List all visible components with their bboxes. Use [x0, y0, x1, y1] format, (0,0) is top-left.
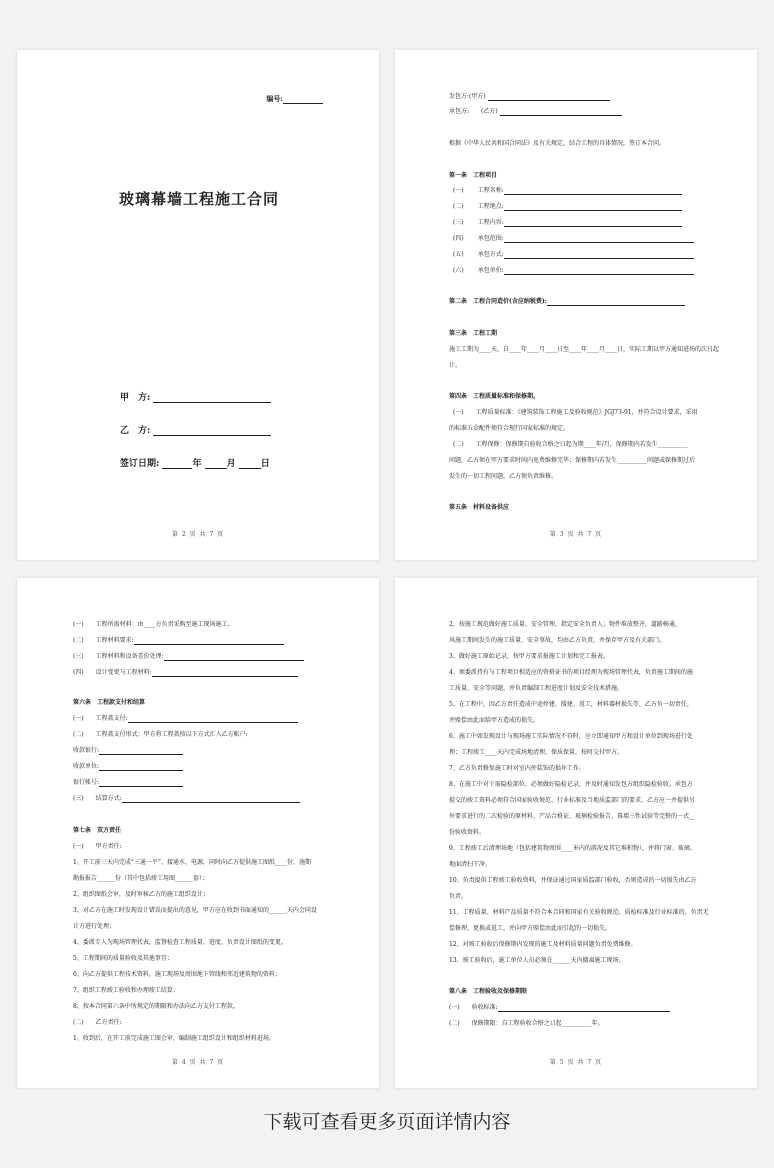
party-a-line — [153, 393, 271, 403]
article-2-label: 第二条 工程合同造价(含应纳税费): — [449, 298, 547, 305]
duty-line: 并赔偿由此而给甲方造成的损失。 — [449, 717, 540, 724]
item-line — [504, 203, 682, 211]
art8-text — [449, 1004, 670, 1012]
party-b-label: 乙 方: — [120, 426, 151, 436]
contract-page-5 — [395, 578, 757, 1088]
material-item-line — [152, 669, 298, 677]
duty-line: 2、按施工规范做好施工质量、安全管理，指定安全负责人；物件堆放整齐，道路畅通， — [449, 621, 681, 628]
duty-line: 4、委派专人为现场管理代表，监督检查工程质量、进度、负责设计图纸的变更。 — [73, 939, 287, 946]
article-6-heading: 第六条 工程款支付和结算 — [73, 699, 146, 706]
employer-line — [488, 93, 610, 101]
art6-line — [122, 795, 300, 803]
item-label: 承包方式: — [477, 251, 504, 258]
month-label: 月 — [226, 459, 236, 469]
duty-line: 提交的竣工资料必须符合国家验收规范、行业标准及当地质监部门的要求，乙方应一并提供另 — [449, 797, 696, 804]
duty-line: 5、在工程中，因乙方责任造成中途停建、缓建、返工，材料器材损失等，乙方负一切责任， — [449, 701, 693, 708]
duty-line: 地面清扫干净。 — [449, 861, 492, 868]
article-8-heading: 第八条 工程验收及保修期限 — [449, 988, 528, 995]
material-item: (一) 工程所需材料：由____方负责采购至施工现场施工。 — [73, 621, 234, 628]
art4-text: 的标准五金配件须符合现行国家标准的规定。 — [449, 425, 570, 432]
duty-line: 12、对竣工验收后保修期内发现的施工及材料质量问题负责免费维修。 — [449, 941, 637, 948]
contract-title: 玻璃幕墙工程施工合同 — [119, 190, 280, 208]
art8-label: (一) 验收标准: — [449, 1004, 498, 1011]
year-line — [162, 459, 192, 469]
item-line — [504, 235, 694, 243]
item-label: 工程内容: — [477, 219, 504, 226]
contract-number-line — [283, 96, 323, 104]
duty-line: 8、按本合同第六条中所规定的期限和办法向乙方支付工程款。 — [73, 1003, 239, 1010]
item-number: (六) — [453, 267, 464, 274]
download-caption[interactable]: 下载可查看更多页面详情内容 — [263, 1111, 511, 1133]
day-label: 日 — [260, 459, 270, 469]
item-line — [504, 251, 694, 259]
contract-page-4 — [17, 578, 379, 1088]
day-line — [239, 459, 261, 469]
duty-line: 10、负责提供工程竣工验收资料，并保证通过国家质监部门验收，否则造成的一切损失由乙方 — [449, 877, 697, 884]
contract-page-3 — [395, 50, 757, 560]
bank-row — [73, 779, 183, 787]
article-7-heading: 第七条 双方责任 — [73, 827, 122, 834]
material-item — [73, 669, 298, 677]
article-1-heading: 第一条 工程项目 — [449, 172, 498, 179]
employer-label: 发包方:(甲方) — [449, 93, 486, 100]
item-label: 工程名称: — [477, 187, 504, 194]
party-a-label: 甲 方: — [120, 393, 151, 403]
contractor-row — [449, 108, 622, 116]
bank-row — [73, 763, 183, 771]
bank-line — [99, 747, 183, 755]
page-footer: 第 4 页 共 7 页 — [171, 1059, 225, 1066]
page-footer: 第 3 页 共 7 页 — [549, 531, 603, 538]
art4-text: (二) 工程保修：保修期自验收合格之日起为期____年/月，保修期内若发生__________ — [453, 441, 688, 448]
duty-line: 6、向乙方提供工程技术资料，施工现场及周围地下管线和邻近建筑物的资料； — [73, 971, 281, 978]
party-a-row — [120, 390, 271, 403]
duty-line: 负责。 — [449, 893, 468, 900]
contract-number-label: 编号: — [266, 94, 283, 103]
bank-line — [99, 763, 183, 771]
item-line — [504, 219, 682, 227]
art1-item — [453, 219, 682, 227]
item-line — [504, 267, 694, 275]
art1-item — [453, 203, 682, 211]
contract-number — [266, 94, 323, 104]
art6-text — [73, 715, 298, 723]
item-number: (五) — [453, 251, 464, 258]
art1-item — [453, 251, 694, 259]
bank-row — [73, 747, 183, 755]
duty-line: 8、在施工中对于需隐检部位，必须做好隐检记录，并及时通知发包方组织隐检验收。承包方 — [449, 781, 693, 788]
art7-text: (二) 乙方责任: — [73, 1019, 122, 1026]
material-item-label: (二) 工程材料要求: — [73, 637, 134, 644]
art6-label: (三) 结算方式: — [73, 795, 122, 802]
art4-text: 发生的一切工程问题，乙方须负责维修。 — [449, 473, 558, 480]
duty-line: 5、工程期间的质量验收及其他事宜； — [73, 955, 173, 962]
duty-line: 3、对乙方在施工时发现设计错误而提出的意见，甲方应在收到书面通知的______天内会同设 — [73, 907, 317, 914]
art1-item — [453, 235, 694, 243]
material-item-label: (四) 设计变更与工程材料: — [73, 669, 152, 676]
item-number: (一) — [453, 187, 464, 194]
duty-line: 13、竣工验收后，施工单位人员必须在______天内撤离施工现场。 — [449, 957, 625, 964]
duty-line: 计方进行处理； — [73, 923, 116, 930]
item-label: 承包单价: — [477, 267, 504, 274]
art8-text: (二) 保修期限：自工程验收合格之日起__________年。 — [449, 1020, 604, 1027]
bank-line — [99, 779, 183, 787]
contractor-line — [500, 108, 622, 116]
bank-label: 收款银行: — [73, 747, 100, 754]
art6-label: (一) 工程款支付: — [73, 715, 128, 722]
art7-text: (一) 甲方责任: — [73, 843, 122, 850]
material-item-label: (三) 工程材料和设备差价处理: — [73, 653, 164, 660]
article-2-heading — [449, 298, 685, 306]
art8-line — [498, 1004, 670, 1012]
contract-page-cover — [17, 50, 379, 560]
duty-line: 风施工期间发生的施工质量、安全事故，均由乙方负责，并保存甲方及有关部门。 — [449, 637, 666, 644]
duty-line: 理；工程竣工____天内完成场地清理，保质保量，按时交付甲方。 — [449, 749, 624, 756]
duty-line: 7、组织工程竣工验收和办理竣工结算； — [73, 987, 179, 994]
material-item-line — [134, 637, 284, 645]
page-footer: 第 2 页 共 7 页 — [171, 531, 225, 538]
duty-line: 2、组织图纸会审，及时审核乙方的施工组织设计； — [73, 891, 209, 898]
duty-line: 偿修理、更换或返工，并向甲方赔偿由此而引起的一切损失。 — [449, 925, 612, 932]
sign-date-label: 签订日期: — [120, 459, 160, 469]
art3-text: 施工工期为____天，自____年____月____日至____年____月____日，实际工期以甲方通知进场的次日起 — [449, 346, 720, 353]
duty-line: 7、乙方负责修复施工时对室内外装饰的损坏工作。 — [449, 765, 585, 772]
party-b-row — [120, 423, 271, 436]
art6-line — [128, 715, 298, 723]
article-3-heading: 第三条 工程工期 — [449, 330, 498, 337]
price-line — [547, 298, 685, 306]
art6-text: (二) 工程款支付形式：甲方将工程款按以下方式汇入乙方帐户: — [73, 731, 248, 738]
item-number: (二) — [453, 203, 464, 210]
duty-line: 1、收到后，在开工前完成施工图会审，编制施工组织设计和组织材料进场。 — [73, 1035, 275, 1042]
article-5-heading: 第五条 材料设备供应 — [449, 504, 510, 511]
art1-item — [453, 187, 682, 195]
material-item — [73, 637, 284, 645]
duty-line: 份验收资料。 — [449, 829, 486, 836]
duty-line: 11、工程质量、材料产品质量不符合本合同和国家有关验收规范、质检标准及行业标准的，负责无 — [449, 909, 709, 916]
duty-line: 9、工程竣工后清理场地（包括建筑物周围____米内的游泥及其它堆积物），并将门窗、玻璃、 — [449, 845, 696, 852]
article-4-heading: 第四条 工程质量标准和保修期。 — [449, 393, 540, 400]
duty-line: 4、须委派持有与工程项目相适应的资格证书的项目经理为现场管理代表，负责施工期间的施 — [449, 669, 693, 676]
item-number: (四) — [453, 235, 464, 242]
material-item-line — [164, 653, 304, 661]
duty-line: 勘报报告______份（其中包括竣工用图______套）； — [73, 875, 209, 882]
duty-line: 6、施工中如发现设计与现场施工实际情况不符时，应立即通知甲方和设计单位到现场进行处 — [449, 733, 693, 740]
art3-text: 计。 — [449, 362, 462, 369]
art1-item — [453, 267, 694, 275]
bank-label: 收款单位: — [73, 763, 100, 770]
bank-label: 银行帐号: — [73, 779, 100, 786]
item-label: 承包范围: — [477, 235, 504, 242]
employer-row — [449, 93, 610, 101]
duty-line: 1、开工前三天内完成“三通一平”，接通水、电源，同时向乙方提供施工图纸____份，施期 — [73, 859, 311, 866]
art4-text: 问题，乙方须在甲方要求时间内免费维修完毕；保修期内若发生__________问题或保修期过后 — [449, 457, 696, 464]
item-label: 工程地点: — [477, 203, 504, 210]
contractor-label: 承包方: (乙方) — [449, 108, 498, 115]
duty-line: 外要求进行的二次检验的原材料、产品合格证、玻璃检验报告、幕墙三性试验等完整的一式__ — [449, 813, 696, 820]
material-item — [73, 653, 304, 661]
preamble: 根据《中华人民共和国合同法》及有关规定，结合工程的具体情况，签订本合同。 — [449, 140, 666, 147]
duty-line: 3、做好施工原始记录，按甲方要求报施工计划和完工报表。 — [449, 653, 609, 660]
item-line — [504, 187, 682, 195]
year-label: 年 — [192, 459, 202, 469]
page-footer: 第 5 页 共 7 页 — [549, 1059, 603, 1066]
party-b-line — [153, 426, 271, 436]
art6-text — [73, 795, 300, 803]
item-number: (三) — [453, 219, 464, 226]
duty-line: 工质量、安全等问题，并负责编制工程进度计划及安全技术措施。 — [449, 685, 624, 692]
month-line — [205, 459, 227, 469]
art4-text: (一) 工程质量标准：《建筑装饰工程施工及验收规范》JGJ73-91，并符合设计要求，采用 — [453, 409, 698, 416]
sign-date-row — [120, 456, 270, 469]
